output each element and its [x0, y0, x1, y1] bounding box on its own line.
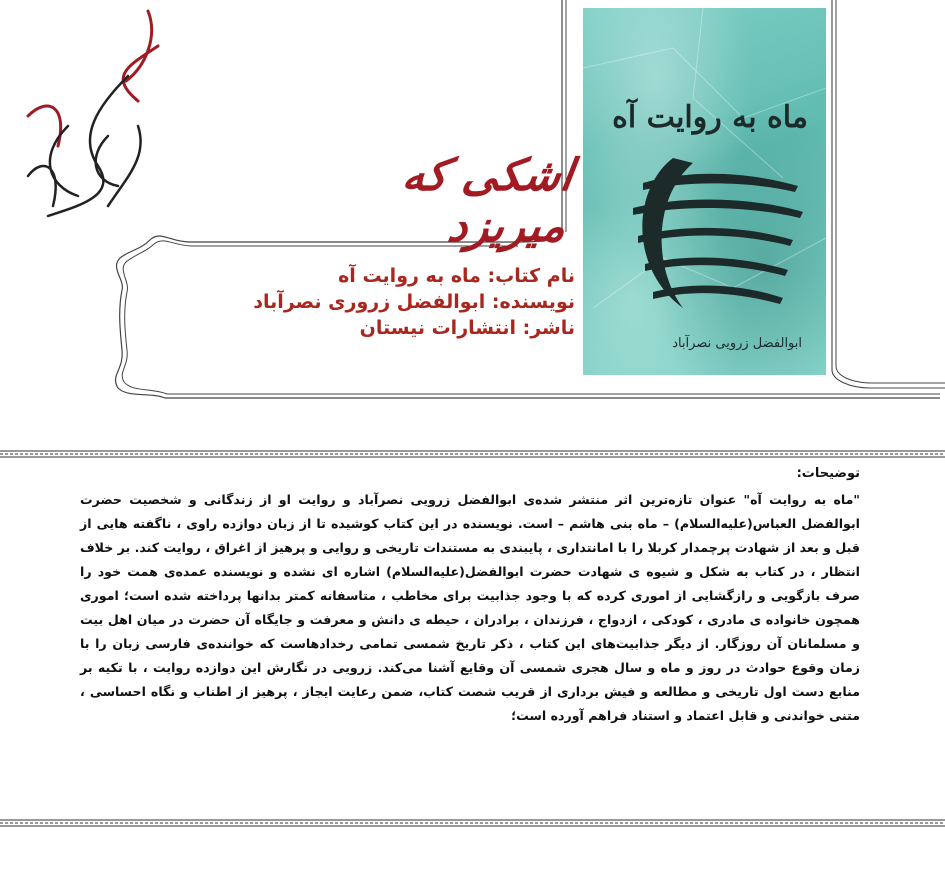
book-title-line: نام کتاب: ماه به روایت آه	[338, 265, 575, 287]
header-calligraphy: اشکی که میریزد	[399, 150, 577, 252]
description-label: توضیحات:	[796, 466, 860, 481]
book-author-line: نویسنده: ابوالفضل زروری نصرآباد	[253, 291, 575, 313]
book-publisher-line: ناشر: انتشارات نیستان	[359, 317, 575, 339]
book-info	[150, 263, 575, 341]
cover-author: ابوالفضل زرویی نصرآباد	[672, 336, 802, 351]
cover-title: ماه به روایت آه	[612, 100, 808, 135]
cover-art	[583, 8, 826, 375]
book-cover	[583, 8, 826, 375]
description-text: "ماه به روایت آه" عنوان تازه‌ترین اثر منتشر شده‌ی ابوالفضل زرویی نصرآباد و روایت او از زندگانی و شخصیت حضرت ابوالفضل العباس(علیه‌السلام) – ماه بنی هاشم – است. نویسنده در این کتاب کوشیده تا از زبان دوازده راوی ، ناگفته هایی از قبل و بعد از شهادت پرچمدار کربلا را با امانتداری ، پایبندی به مستندات تاریخی و روایی و پرهیز از اغراق ، روایت کند. بر خلاف انتظار ، در کتاب به شکل و شیوه ی شهادت حضرت ابوالفضل(علیه‌السلام) اشاره ای نشده و نویسنده عمده‌ی همت خود را صرف بازگویی و رازگشایی از اموری کرده که با وجود جذابیت برای مخاطب ، متاسفانه کمتر بدانها پرداخته شده است؛ اموری همچون خانواده ی مادری ، کودکی ، ازدواج ، فرزندان ، برادران ، حیطه ی دانش و معرفت و جایگاه آن حضرت در میان اهل بیت و مسلمانان آن روزگار. از دیگر جذابیت‌های این کتاب ، ذکر تاریخ شمسی تمامی رخدادهاست که خواننده‌ی فارسی زبان را با زمان وقوع حوادث در روز و ماه و سال هجری شمسی آن وقایع آشنا می‌کند. زرویی در نگارش این دوازده روایت ، با تکیه بر منابع دست اول تاریخی و مطالعه و فیش برداری از قریب شصت کتاب، ضمن رعایت ایجاز ، پرهیز از اطناب و نگاه احساسی ، متنی خواندنی و قابل اعتماد و استناد فراهم آورده است؛	[80, 492, 860, 723]
logo-text: زندگینامه	[86, 234, 90, 235]
calligraphy-logo	[8, 6, 168, 236]
